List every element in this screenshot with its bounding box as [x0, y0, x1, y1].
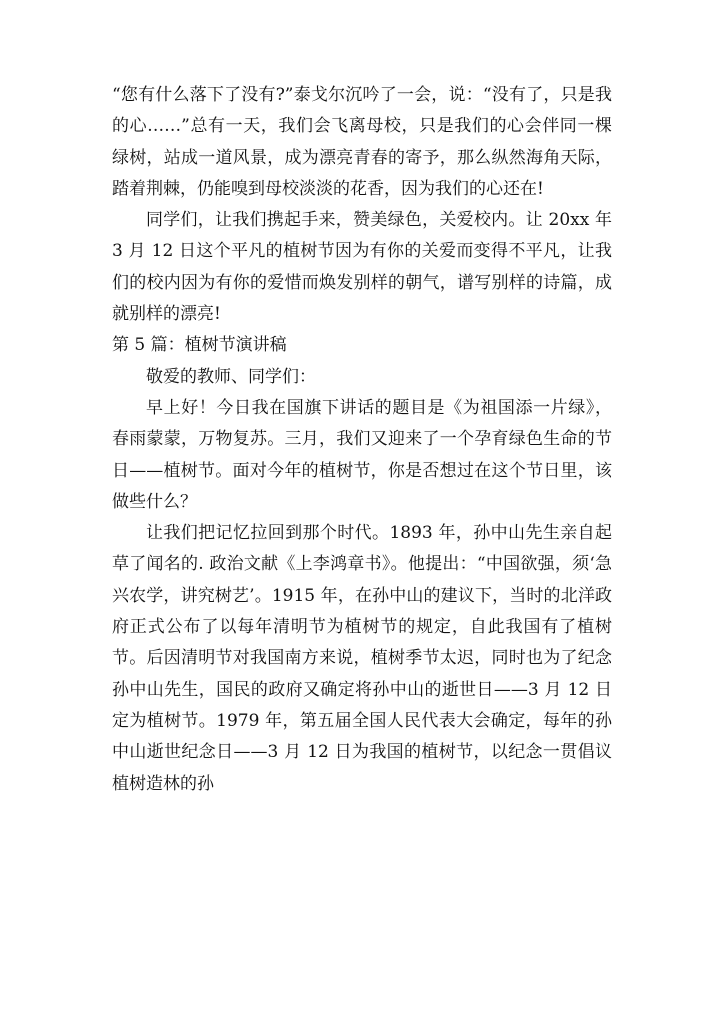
section-heading: 第 5 篇：植树节演讲稿 — [112, 335, 287, 356]
paragraph-3: 早上好！今日我在国旗下讲话的题目是《为祖国添一片绿》，春雨蒙蒙，万物复苏。三月，我们又迎来了一个孕育绿色生命的节日——植树节。面对今年的植树节，你是否想过在这个节日里，该做些什么？ — [112, 397, 612, 512]
paragraph-4: 让我们把记忆拉回到那个时代。1893 年，孙中山先生亲自起草了闻名的. 政治文献《上李鸿章书》。他提出：“中国欲强，须‘急兴农学，讲究树艺’。1915 年，在孙中山的建议下，当时的北洋政府正式公布了以每年清明节为植树节的规定，自此我国有了植树节。后因清明节对我国南方来说，植树季节太迟，同时也为了纪念孙中山先生，国民的政府又确定将孙中山的逝世日——3 月 12 日定为植树节。1979 年，第五届全国人民代表大会确定，每年的孙中山逝世纪念日——3 月 12 日为我国的植树节，以纪念一贯倡议植树造林的孙 — [112, 523, 612, 794]
paragraph-1: “您有什么落下了没有?”泰戈尔沉吟了一会，说：“没有了，只是我的心……”总有一天，我们会飞离母校，只是我们的心会伴同一棵绿树，站成一道风景，成为漂亮青春的寄予，那么纵然海角天际，踏着荆棘，仍能嗅到母校淡淡的花香，因为我们的心还在! — [112, 85, 612, 199]
paragraph-2: 同学们，让我们携起手来，赞美绿色，关爱校内。让 20xx 年 3 月 12 日这个平凡的植树节因为有你的关爱而变得不平凡，让我们的校内因为有你的爱惜而焕发别样的朝气，谱写别样的诗篇，成就别样的漂亮! — [112, 210, 612, 325]
document-page — [112, 80, 612, 800]
paragraph-greeting: 敬爱的教师、同学们： — [146, 366, 316, 387]
